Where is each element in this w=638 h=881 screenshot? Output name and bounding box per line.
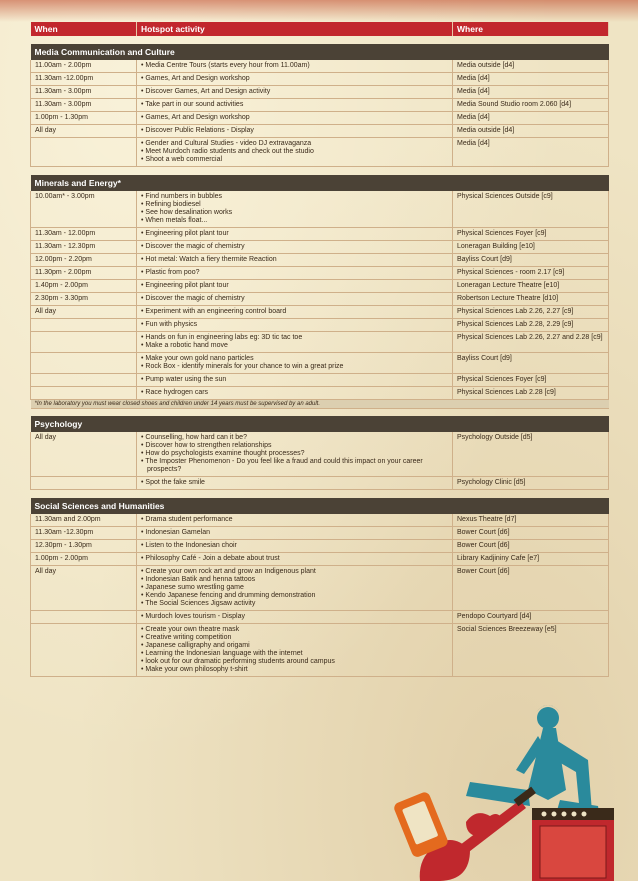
when-cell: 1.40pm - 2.00pm xyxy=(31,279,137,292)
when-cell: 11.30am and 2.00pm xyxy=(31,514,137,527)
where-cell: Bower Court [d6] xyxy=(453,565,609,610)
where-cell: Physical Sciences Lab 2.28, 2.29 [c9] xyxy=(453,318,609,331)
activity-item: • Murdoch loves tourism - Display xyxy=(141,612,245,620)
activity-item: • Fun with physics xyxy=(141,320,198,328)
where-cell: Pendopo Courtyard [d4] xyxy=(453,610,609,623)
where-cell: Physical Sciences Lab 2.26, 2.27 [c9] xyxy=(453,305,609,318)
activity-item: • Take part in our sound activities xyxy=(141,101,244,108)
where-cell: Physical Sciences - room 2.17 [c9] xyxy=(453,266,609,279)
where-cell: Physical Sciences Lab 2.26, 2.27 and 2.28 [c9] xyxy=(453,331,609,352)
activity-item: • Hot metal: Watch a fiery thermite Reaction xyxy=(141,255,277,263)
activity-item: • Make your own philosophy t-shirt xyxy=(141,665,248,673)
when-cell: 11.30am - 12.30pm xyxy=(31,240,137,253)
header-activity: Hotspot activity xyxy=(137,22,453,36)
activity-item: • Creative writing competition xyxy=(141,633,232,641)
activity-item: • Counselling, how hard can it be? xyxy=(141,434,247,441)
when-cell: 11.30am -12.00pm xyxy=(31,73,137,86)
activity-item: • Games, Art and Design workshop xyxy=(141,114,250,121)
when-cell: All day xyxy=(31,432,137,477)
when-cell: 11.30am - 12.00pm xyxy=(31,227,137,240)
footnote: *In the laboratory you must wear closed shoes and children under 14 years must be supervised by an adult. xyxy=(31,399,609,408)
activity-item: • Rock Box - identify minerals for your chance to win a great prize xyxy=(141,362,344,370)
activity-item: • See how desalination works xyxy=(141,208,233,216)
activity-item: • Make your own gold nano particles xyxy=(141,354,254,362)
activity-item: • Indonesian Gamelan xyxy=(141,528,210,536)
where-cell: Nexus Theatre [d7] xyxy=(453,514,609,527)
activity-item: • Make a robotic hand move xyxy=(141,341,228,349)
where-cell: Media [d4] xyxy=(453,112,609,125)
when-cell: All day xyxy=(31,565,137,610)
activity-item: • Experiment with an engineering control board xyxy=(141,307,287,315)
when-cell: 2.30pm - 3.30pm xyxy=(31,292,137,305)
header-when: When xyxy=(31,22,137,36)
activity-item: • Drama student performance xyxy=(141,515,233,523)
activity-item: • Engineering pilot plant tour xyxy=(141,281,229,289)
activity-item: • Discover the magic of chemistry xyxy=(141,294,245,302)
where-cell: Bower Court [d6] xyxy=(453,539,609,552)
activity-item: • Engineering pilot plant tour xyxy=(141,229,229,237)
when-cell: 11.00am - 2.00pm xyxy=(31,60,137,73)
section-title: Psychology xyxy=(31,416,609,432)
activity-item: • look out for our dramatic performing students around campus xyxy=(141,657,335,665)
where-cell: Media outside [d4] xyxy=(453,60,609,73)
activity-item: • The Imposter Phenomenon - Do you feel like a fraud and could this impact on your career prospects? xyxy=(141,458,423,473)
activity-item: • Pump water using the sun xyxy=(141,375,227,383)
when-cell: 11.30am -12.30pm xyxy=(31,526,137,539)
activity-item: • Find numbers in bubbles xyxy=(141,192,223,200)
where-cell: Media [d4] xyxy=(453,138,609,167)
where-cell: Loneragan Building [e10] xyxy=(453,240,609,253)
where-cell: Media [d4] xyxy=(453,86,609,99)
when-cell: 1.00pm - 1.30pm xyxy=(31,112,137,125)
where-cell: Loneragan Lecture Theatre [e10] xyxy=(453,279,609,292)
activity-item: • Japanese calligraphy and origami xyxy=(141,641,250,649)
activity-item: • Japanese sumo wrestling game xyxy=(141,583,244,591)
section-title: Social Sciences and Humanities xyxy=(31,498,609,514)
activity-item: • Shoot a web commercial xyxy=(141,156,223,163)
activity-item: • Kendo Japanese fencing and drumming demonstration xyxy=(141,591,316,599)
when-cell: 11.30am - 3.00pm xyxy=(31,86,137,99)
activity-item: • Discover how to strengthen relationships xyxy=(141,442,272,449)
activity-item: • Games, Art and Design workshop xyxy=(141,75,250,82)
activity-item: • Listen to the Indonesian choir xyxy=(141,541,237,549)
activity-item: • Philosophy Café - Join a debate about trust xyxy=(141,554,280,562)
activity-item: • How do psychologists examine thought processes? xyxy=(141,450,305,457)
activity-item: • Race hydrogen cars xyxy=(141,388,209,396)
activity-item: • Learning the Indonesian language with the internet xyxy=(141,649,303,657)
when-cell: 10.00am* - 3.00pm xyxy=(31,191,137,228)
when-cell: 1.00pm - 2.00pm xyxy=(31,552,137,565)
activity-item: • Discover Public Relations - Display xyxy=(141,127,254,134)
when-cell: All day xyxy=(31,125,137,138)
where-cell: Robertson Lecture Theatre [d10] xyxy=(453,292,609,305)
when-cell: 12.30pm - 1.30pm xyxy=(31,539,137,552)
activity-item: • The Social Sciences Jigsaw activity xyxy=(141,599,256,607)
where-cell: Bayliss Court [d9] xyxy=(453,253,609,266)
where-cell: Psychology Clinic [d5] xyxy=(453,477,609,490)
section-title: Minerals and Energy* xyxy=(31,175,609,191)
header-where: Where xyxy=(453,22,609,36)
where-cell: Bayliss Court [d9] xyxy=(453,352,609,373)
activity-item: • Spot the fake smile xyxy=(141,479,205,486)
where-cell: Media Sound Studio room 2.060 [d4] xyxy=(453,99,609,112)
where-cell: Physical Sciences Outside [c9] xyxy=(453,191,609,228)
where-cell: Physical Sciences Lab 2.28 [c9] xyxy=(453,386,609,399)
where-cell: Physical Sciences Foyer [c9] xyxy=(453,227,609,240)
activity-item: • Refining biodiesel xyxy=(141,200,201,208)
activity-item: • When metals float... xyxy=(141,216,208,224)
activity-item: • Discover Games, Art and Design activity xyxy=(141,88,271,95)
activity-item: • Discover the magic of chemistry xyxy=(141,242,245,250)
when-cell: 11.30am - 3.00pm xyxy=(31,99,137,112)
activity-item: • Meet Murdoch radio students and check out the studio xyxy=(141,148,314,155)
where-cell: Physical Sciences Foyer [c9] xyxy=(453,373,609,386)
where-cell: Media outside [d4] xyxy=(453,125,609,138)
activity-item: • Gender and Cultural Studies - video DJ extravaganza xyxy=(141,140,312,147)
activity-item: • Create your own theatre mask xyxy=(141,625,240,633)
when-cell: 11.30pm - 2.00pm xyxy=(31,266,137,279)
where-cell: Psychology Outside [d5] xyxy=(453,432,609,477)
activity-item: • Indonesian Batik and henna tattoos xyxy=(141,575,256,583)
where-cell: Bower Court [d6] xyxy=(453,526,609,539)
where-cell: Media [d4] xyxy=(453,73,609,86)
activity-item: • Plastic from poo? xyxy=(141,268,200,276)
activity-item: • Media Centre Tours (starts every hour from 11.00am) xyxy=(141,62,310,69)
section-title: Media Communication and Culture xyxy=(31,44,609,60)
where-cell: Social Sciences Breezeway [e5] xyxy=(453,623,609,676)
when-cell: All day xyxy=(31,305,137,318)
where-cell: Library Kadjininy Cafe [e7] xyxy=(453,552,609,565)
activity-item: • Create your own rock art and grow an Indigenous plant xyxy=(141,567,316,575)
amplifier-illustration xyxy=(532,808,614,881)
activity-item: • Hands on fun in engineering labs eg: 3D tic tac toe xyxy=(141,333,303,341)
when-cell: 12.00pm - 2.20pm xyxy=(31,253,137,266)
